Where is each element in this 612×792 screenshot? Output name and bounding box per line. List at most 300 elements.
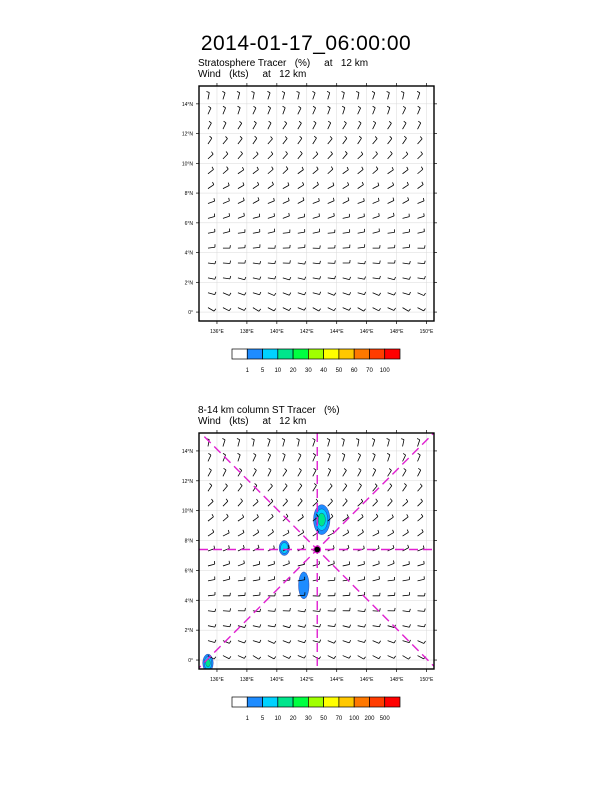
wind-barb-flag xyxy=(230,624,231,627)
wind-barb-flag xyxy=(328,468,331,470)
wind-barb-shaft xyxy=(223,501,228,506)
wind-barb-flag xyxy=(389,468,391,470)
wind-barb-shaft xyxy=(283,440,285,447)
wind-barb-shaft xyxy=(358,564,365,566)
wind-barb xyxy=(418,229,425,234)
wind-barb xyxy=(223,183,229,189)
wind-barb-flag xyxy=(407,514,408,517)
wind-barb xyxy=(208,229,215,233)
wind-barb-shaft xyxy=(388,641,395,643)
wind-barb-flag xyxy=(224,121,226,123)
wind-barb-flag xyxy=(409,292,410,295)
wind-barb-flag xyxy=(240,136,242,138)
wind-barb xyxy=(313,308,321,311)
wind-barb-flag xyxy=(285,484,287,486)
wind-barb-shaft xyxy=(358,108,361,114)
wind-barb-flag xyxy=(356,439,359,440)
wind-barb xyxy=(373,198,379,204)
wind-barb xyxy=(403,499,408,506)
wind-barb-shaft xyxy=(343,532,349,536)
wind-barb xyxy=(358,577,365,581)
wind-barb-flag xyxy=(345,136,347,138)
wind-barb-shaft xyxy=(283,232,290,233)
wind-barb-shaft xyxy=(283,139,287,144)
wind-barb-flag xyxy=(380,276,381,279)
y-tick-label: 6°N xyxy=(184,220,193,227)
wind-barb-shaft xyxy=(358,169,364,173)
wind-barb-flag xyxy=(269,121,271,123)
wind-barb xyxy=(283,640,291,643)
wind-barb xyxy=(238,308,246,311)
wind-barb-flag xyxy=(289,293,290,296)
wind-barb-flag xyxy=(242,167,243,170)
wind-barb-flag xyxy=(245,640,246,643)
x-tick-label: 138°E xyxy=(240,677,254,683)
wind-barb-flag xyxy=(344,121,346,123)
wind-barb xyxy=(222,438,225,446)
wind-barb xyxy=(373,561,380,566)
wind-barb-flag xyxy=(253,106,255,108)
colorbar-label: 20 xyxy=(289,716,297,722)
wind-barb xyxy=(313,561,320,566)
wind-barb-shaft xyxy=(358,293,365,295)
wind-barb xyxy=(403,308,411,312)
wind-barb-shaft xyxy=(358,232,365,233)
wind-barb-flag xyxy=(359,483,361,485)
wind-barb-flag xyxy=(420,484,422,486)
wind-barb xyxy=(388,277,396,280)
wind-barb-shaft xyxy=(238,154,243,159)
wind-barb-shaft xyxy=(223,308,229,311)
wind-barb-shaft xyxy=(343,170,349,174)
wind-barb xyxy=(373,593,380,596)
wind-barb xyxy=(298,261,306,264)
wind-barb-flag xyxy=(373,121,375,123)
wind-barb-flag xyxy=(272,167,274,170)
wind-barb-shaft xyxy=(373,93,375,100)
wind-barb-shaft xyxy=(418,216,425,218)
wind-barb-flag xyxy=(422,182,423,185)
colorbar-label: 20 xyxy=(289,368,297,374)
wind-barb-flag xyxy=(288,182,289,185)
wind-barb-shaft xyxy=(298,278,305,280)
wind-barb-flag xyxy=(331,151,333,153)
wind-barb xyxy=(298,277,306,280)
wind-barb-shaft xyxy=(418,611,425,612)
wind-barb-flag xyxy=(320,624,321,627)
wind-barb-shaft xyxy=(298,123,302,129)
wind-barb xyxy=(343,468,347,476)
wind-barb-shaft xyxy=(223,293,229,296)
wind-barb-shaft xyxy=(268,517,273,522)
wind-barb-flag xyxy=(254,121,256,123)
wind-barb xyxy=(223,152,228,159)
wind-barb-shaft xyxy=(403,293,410,295)
wind-barb-shaft xyxy=(328,93,330,100)
wind-barb xyxy=(238,530,244,536)
wind-barb xyxy=(356,439,359,447)
wind-barb-flag xyxy=(245,277,246,280)
wind-barb-shaft xyxy=(373,216,380,218)
wind-barb-shaft xyxy=(343,138,347,144)
wind-barb-flag xyxy=(403,453,405,455)
wind-barb xyxy=(223,245,230,248)
wind-barb-shaft xyxy=(238,200,244,203)
wind-barb-flag xyxy=(380,261,381,264)
wind-barb-flag xyxy=(288,530,289,533)
wind-barb-flag xyxy=(267,91,270,92)
wind-barb xyxy=(403,453,406,461)
wind-barb xyxy=(342,91,345,99)
wind-barb-flag xyxy=(418,468,420,470)
wind-barb-shaft xyxy=(298,455,301,461)
wind-barb xyxy=(343,625,351,628)
wind-barb-shaft xyxy=(313,278,320,279)
wind-barb xyxy=(418,136,423,144)
wind-barb xyxy=(313,276,321,279)
wind-barb-shaft xyxy=(208,501,213,506)
wind-barb xyxy=(313,167,318,174)
wind-barb-shaft xyxy=(253,440,254,447)
wind-barb xyxy=(208,561,215,566)
wind-barb-flag xyxy=(244,656,246,659)
wind-barb-shaft xyxy=(298,656,304,659)
wind-barb xyxy=(238,151,243,159)
wind-barb xyxy=(238,453,241,461)
wind-barb xyxy=(253,453,256,461)
wind-barb xyxy=(328,198,334,204)
wind-barb-shaft xyxy=(373,626,380,627)
wind-barb xyxy=(387,439,390,447)
wind-barb xyxy=(237,91,240,99)
colorbar-label: 50 xyxy=(320,716,327,722)
wind-barb-flag xyxy=(290,277,291,280)
wind-barb-flag xyxy=(362,529,363,532)
wind-barb-flag xyxy=(275,276,276,279)
wind-barb-flag xyxy=(300,136,302,138)
wind-barb xyxy=(358,261,366,264)
wind-barb xyxy=(418,561,425,566)
wind-barb xyxy=(253,308,261,312)
wind-barb-flag xyxy=(226,499,228,501)
wind-barb-flag xyxy=(333,198,334,201)
wind-barb-shaft xyxy=(358,263,365,264)
wind-barb xyxy=(208,214,215,219)
wind-barb-shaft xyxy=(373,185,379,188)
wind-barb-flag xyxy=(376,499,378,501)
wind-barb-shaft xyxy=(403,440,404,447)
wind-barb xyxy=(403,561,410,566)
wind-barb-shaft xyxy=(268,154,273,159)
wind-barb xyxy=(403,624,411,627)
wind-barb-shaft xyxy=(268,123,271,129)
wind-barb-flag xyxy=(393,198,394,201)
wind-barb xyxy=(343,136,347,144)
wind-barb xyxy=(328,121,331,129)
wind-barb xyxy=(268,106,271,114)
wind-barb-flag xyxy=(348,198,349,201)
wind-barb-flag xyxy=(210,483,212,485)
wind-barb-shaft xyxy=(208,293,215,295)
wind-barb xyxy=(253,261,261,264)
wind-barb-flag xyxy=(313,106,316,108)
wind-barb xyxy=(268,561,275,566)
wind-barb xyxy=(372,91,375,99)
wind-barb-flag xyxy=(222,91,225,92)
wind-barb-shaft xyxy=(343,108,345,115)
wind-barb-flag xyxy=(314,483,316,485)
wind-barb xyxy=(327,438,330,446)
colorbar-label: 100 xyxy=(379,368,390,374)
wind-barb-flag xyxy=(417,438,420,439)
wind-barb xyxy=(238,121,242,129)
wind-barb xyxy=(238,499,243,507)
wind-barb-shaft xyxy=(328,486,332,491)
wind-barb xyxy=(358,136,362,144)
wind-barb-flag xyxy=(320,640,321,643)
wind-barb xyxy=(328,656,336,659)
wind-barb xyxy=(208,624,216,627)
wind-barb-shaft xyxy=(238,563,245,566)
wind-barb-shaft xyxy=(313,485,317,491)
wind-barb xyxy=(253,197,259,203)
wind-barb xyxy=(387,91,390,99)
wind-barb-shaft xyxy=(388,580,395,581)
wind-barb-shaft xyxy=(208,580,215,581)
wind-barb-shaft xyxy=(313,216,320,218)
wind-barb-shaft xyxy=(208,138,212,144)
wind-barb-shaft xyxy=(418,656,424,659)
wind-barb-shaft xyxy=(403,93,404,100)
panel2-subtitle-1: 8-14 km column ST Tracer (%) xyxy=(198,405,340,416)
wind-barb xyxy=(388,151,393,159)
wind-barb-shaft xyxy=(208,611,215,612)
wind-barb-flag xyxy=(330,484,332,486)
wind-barb-shaft xyxy=(253,185,259,189)
wind-barb-shaft xyxy=(238,278,245,280)
wind-barb-shaft xyxy=(238,440,240,447)
wind-barb xyxy=(403,152,408,159)
wind-barb-flag xyxy=(320,609,321,612)
colorbar-label: 50 xyxy=(335,368,343,374)
x-tick-label: 142°E xyxy=(299,677,314,683)
wind-barb-flag xyxy=(230,276,231,279)
wind-barb xyxy=(208,529,214,536)
wind-barb-shaft xyxy=(403,308,409,312)
wind-barb-shaft xyxy=(283,533,289,536)
tracer-contour xyxy=(318,513,325,526)
wind-barb-flag xyxy=(229,656,231,658)
wind-barb xyxy=(403,656,411,660)
colorbar-label: 10 xyxy=(274,716,282,722)
wind-barb xyxy=(403,577,410,581)
wind-barb-flag xyxy=(290,625,291,628)
wind-barb xyxy=(268,468,271,476)
wind-barb-shaft xyxy=(208,247,215,248)
wind-barb-flag xyxy=(362,182,363,185)
wind-barb xyxy=(238,577,245,581)
wind-barb xyxy=(313,624,321,627)
wind-barb-shaft xyxy=(313,626,320,627)
wind-barb xyxy=(343,277,351,280)
wind-barb-flag xyxy=(407,167,408,170)
wind-barb xyxy=(208,308,216,312)
wind-barb xyxy=(238,592,245,595)
x-tick-label: 148°E xyxy=(389,329,404,335)
wind-barb-shaft xyxy=(238,232,245,233)
wind-barb-shaft xyxy=(223,533,229,536)
wind-barb-flag xyxy=(387,106,390,107)
cross-section-line-diag1 xyxy=(0,150,612,792)
wind-barb-shaft xyxy=(388,440,390,447)
wind-barb-shaft xyxy=(253,247,260,248)
wind-barb xyxy=(313,640,321,643)
wind-barb-flag xyxy=(241,499,243,501)
wind-barb-shaft xyxy=(268,278,275,279)
wind-barb xyxy=(358,198,365,203)
wind-barb xyxy=(298,292,306,295)
wind-barb xyxy=(372,438,375,446)
x-tick-label: 150°E xyxy=(419,329,434,335)
wind-barb-shaft xyxy=(343,154,348,159)
wind-barb xyxy=(313,121,316,129)
wind-barb-shaft xyxy=(373,470,376,476)
wind-barb-shaft xyxy=(208,470,211,476)
wind-barb xyxy=(223,198,229,204)
wind-barb-flag xyxy=(312,91,315,92)
wind-barb xyxy=(388,213,395,218)
wind-barb-flag xyxy=(319,198,320,201)
wind-barb-shaft xyxy=(238,533,244,536)
wind-barb xyxy=(268,276,276,279)
wind-barb xyxy=(253,656,261,660)
x-tick-label: 140°E xyxy=(269,329,284,335)
wind-barb-shaft xyxy=(268,169,273,174)
wind-barb xyxy=(342,106,345,114)
wind-barb-shaft xyxy=(328,185,334,188)
wind-barb-flag xyxy=(290,608,291,611)
wind-barb xyxy=(253,229,260,233)
wind-barb-shaft xyxy=(343,440,345,447)
wind-barb-shaft xyxy=(388,533,394,536)
wind-barb xyxy=(328,167,333,174)
wind-barb xyxy=(328,213,335,218)
wind-barb-shaft xyxy=(418,455,421,461)
colorbar-label: 1 xyxy=(245,368,249,374)
wind-barb-shaft xyxy=(313,579,320,580)
wind-barb-shaft xyxy=(373,139,378,144)
wind-barb xyxy=(268,576,275,581)
tracer-contour xyxy=(299,572,309,599)
wind-barb-flag xyxy=(393,530,394,533)
wind-barb xyxy=(418,641,426,644)
wind-barb xyxy=(238,245,245,248)
wind-barb-flag xyxy=(272,529,273,532)
y-tick-label: 4°N xyxy=(184,598,193,605)
y-tick-label: 0° xyxy=(188,310,193,317)
wind-barb-flag xyxy=(285,136,287,138)
wind-barb-shaft xyxy=(298,440,300,447)
wind-barb-shaft xyxy=(388,470,392,476)
wind-barb-shaft xyxy=(253,656,259,660)
wind-barb-flag xyxy=(283,453,286,454)
wind-barb-flag xyxy=(387,439,390,440)
wind-barb-shaft xyxy=(298,501,302,506)
wind-barb-flag xyxy=(331,499,333,501)
wind-barb-flag xyxy=(316,499,318,501)
wind-barb xyxy=(388,499,393,507)
wind-barb-shaft xyxy=(358,611,365,612)
wind-barb-shaft xyxy=(253,564,260,566)
wind-barb xyxy=(403,167,409,174)
wind-barb-shaft xyxy=(298,248,305,249)
wind-barb-flag xyxy=(286,499,288,501)
wind-barb xyxy=(268,261,276,264)
wind-barb xyxy=(298,453,301,461)
wind-barb xyxy=(253,121,257,129)
wind-barb-shaft xyxy=(403,626,410,628)
wind-barb xyxy=(418,608,426,611)
wind-barb-shaft xyxy=(373,308,379,311)
wind-barb-flag xyxy=(409,624,410,627)
wind-barb-flag xyxy=(319,657,321,659)
wind-barb-flag xyxy=(245,292,246,295)
x-tick-label: 136°E xyxy=(210,329,224,335)
wind-barb-flag xyxy=(394,656,396,659)
wind-barb xyxy=(328,453,331,461)
wind-barb xyxy=(223,561,230,566)
wind-barb-flag xyxy=(289,308,291,311)
wind-barb-flag xyxy=(289,640,290,643)
wind-barb-flag xyxy=(316,152,318,154)
wind-barb xyxy=(223,624,231,627)
wind-barb-flag xyxy=(243,530,244,533)
wind-barb-flag xyxy=(376,167,378,170)
wind-barb-flag xyxy=(378,530,379,533)
wind-barb-flag xyxy=(305,625,306,628)
wind-barb-shaft xyxy=(373,517,378,522)
wind-barb xyxy=(283,198,289,204)
wind-barb-shaft xyxy=(358,440,359,447)
colorbar-swatch xyxy=(308,349,323,359)
wind-barb xyxy=(328,151,333,158)
wind-barb xyxy=(403,136,407,144)
wind-barb-flag xyxy=(312,438,315,439)
panel1-subtitle-1: Stratosphere Tracer (%) at 12 km xyxy=(198,58,369,69)
wind-barb xyxy=(283,453,286,461)
wind-barb-flag xyxy=(380,624,381,627)
wind-barb xyxy=(268,152,273,159)
wind-barb-shaft xyxy=(253,154,258,159)
wind-barb-shaft xyxy=(418,641,424,644)
wind-barb-shaft xyxy=(343,626,350,628)
wind-barb-shaft xyxy=(373,455,376,461)
wind-barb-flag xyxy=(260,292,261,295)
wind-barb-shaft xyxy=(358,470,361,476)
wind-barb-shaft xyxy=(313,611,320,612)
colorbar-label: 10 xyxy=(274,368,282,374)
wind-barb-shaft xyxy=(388,200,394,203)
wind-barb xyxy=(312,438,315,446)
wind-barb-shaft xyxy=(373,293,379,296)
wind-barb-flag xyxy=(392,167,393,170)
wind-barb-shaft xyxy=(208,93,209,100)
wind-barb xyxy=(373,106,376,114)
wind-barb xyxy=(343,121,347,129)
wind-barb-flag xyxy=(303,530,304,533)
wind-barb-flag xyxy=(215,276,216,279)
wind-barb-shaft xyxy=(313,169,318,173)
